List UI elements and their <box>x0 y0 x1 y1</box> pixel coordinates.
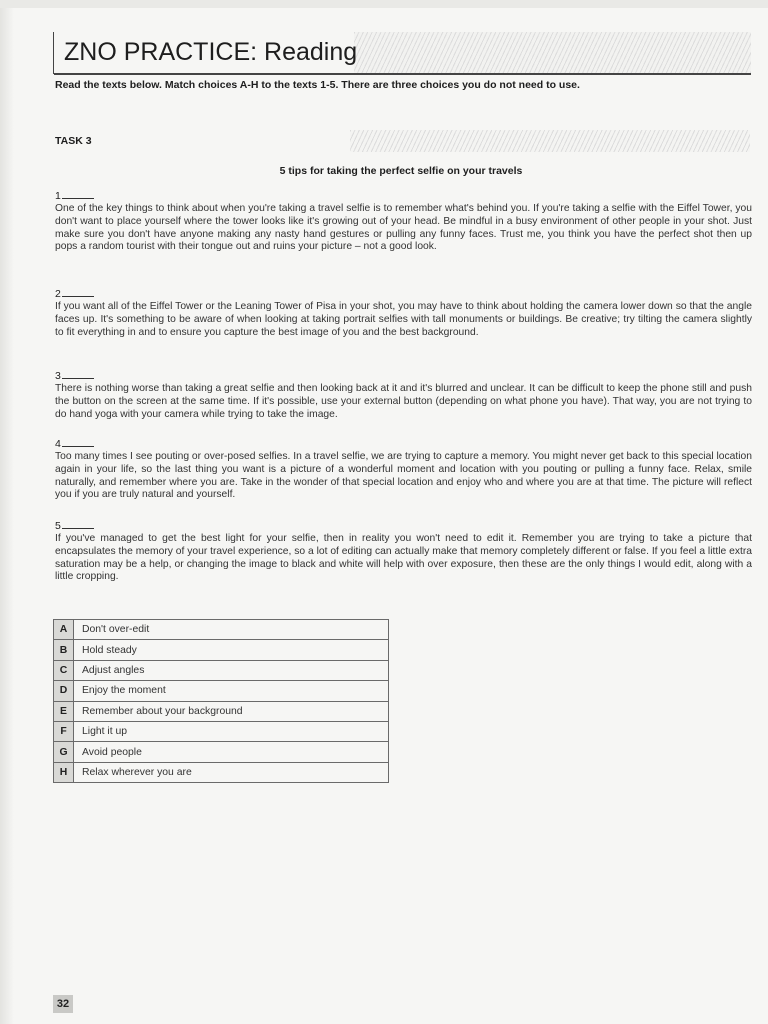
choice-text: Avoid people <box>74 742 389 762</box>
section-text: If you want all of the Eiffel Tower or the Leaning Tower of Pisa in your shot, you may have to think about holding the camera lower down so that the angle faces up. It's something to be aware of when looking at taking portrait selfies with tall monuments or buildings. Be creative; try tilting the camera slightly to fit everything in and to ensure you capture the best image of you and the best background. <box>55 301 752 338</box>
section-number: 4 <box>55 438 752 450</box>
section-text: One of the key things to think about when you're taking a travel selfie is to remember what's behind you. If you're taking a selfie with the Eiffel Tower, you don't want to place yourself where the tower looks like it's growing out of your head. Be mindful in a busy environment of other people in your shot. Just make sure you don't have anyone making any nasty hand gestures or pulling any funny faces. Trust me, you think you have the perfect shot then up pops a random tourist with their tongue out and ruins your picture – not a good look. <box>55 203 752 253</box>
task-hatch-decoration <box>350 130 750 152</box>
text-section-3 <box>55 370 752 421</box>
choice-row <box>54 640 389 660</box>
section-text: There is nothing worse than taking a great selfie and then looking back at it and it's blurred and unclear. It can be difficult to keep the phone still and push the button on the screen at the same time. If it's possible, use your external button (depending on what phone you have). That way, you are not trying to do hand yoga with your camera while trying to take the image. <box>55 383 752 420</box>
section-text: If you've managed to get the best light for your selfie, then in reality you won't need to edit it. Remember you are trying to take a picture that encapsulates the memory of your travel experience, so a lot of editing can actually make that memory completely different or false. If you feel a little extra saturation may be a help, or changing the image to black and white will help with over exposure, then these are the only things I would edit, along with a little cropping. <box>55 533 752 583</box>
answer-blank[interactable] <box>62 378 94 379</box>
page-title: ZNO PRACTICE: Reading <box>64 38 358 66</box>
section-number: 3 <box>55 370 752 382</box>
section-number: 1 <box>55 190 752 202</box>
choices-table <box>53 619 389 783</box>
answer-blank[interactable] <box>62 528 94 529</box>
choice-letter: D <box>54 681 74 701</box>
choice-text: Light it up <box>74 721 389 741</box>
section-text: Too many times I see pouting or over-posed selfies. In a travel selfie, we are trying to capture a memory. You might never get back to this special location again in your life, so the last thing you want is a picture of a wonderful moment and location with you pouting or pulling a funny face. Relax, smile naturally, and remember where you are. Take in the wonder of that special location and enjoy who and where you are at that time. The picture will reflect you if you are truly natural and yourself. <box>55 451 752 501</box>
choice-row <box>54 681 389 701</box>
task-label: TASK 3 <box>55 135 92 147</box>
choice-letter: E <box>54 701 74 721</box>
page-edge-shadow <box>0 0 14 1024</box>
article-title: 5 tips for taking the perfect selfie on your travels <box>279 165 523 177</box>
header-hatch-decoration <box>354 32 751 74</box>
page-top-edge <box>0 0 768 8</box>
choice-text: Relax wherever you are <box>74 762 389 782</box>
header-rule <box>54 73 751 75</box>
choice-letter: B <box>54 640 74 660</box>
text-section-4 <box>55 438 752 502</box>
section-number: 2 <box>55 288 752 300</box>
choice-letter: F <box>54 721 74 741</box>
answer-blank[interactable] <box>62 446 94 447</box>
choice-row <box>54 620 389 640</box>
choice-text: Enjoy the moment <box>74 681 389 701</box>
text-section-2 <box>55 288 752 339</box>
choice-letter: C <box>54 660 74 680</box>
answer-blank[interactable] <box>62 198 94 199</box>
page-number: 32 <box>53 995 73 1013</box>
choice-row <box>54 721 389 741</box>
text-section-1 <box>55 190 752 254</box>
choice-letter: A <box>54 620 74 640</box>
choice-row <box>54 742 389 762</box>
choice-letter: G <box>54 742 74 762</box>
choice-text: Hold steady <box>74 640 389 660</box>
choice-letter: H <box>54 762 74 782</box>
page-header <box>53 32 751 74</box>
instructions: Read the texts below. Match choices A-H to the texts 1-5. There are three choices you do not need to use. <box>55 79 580 91</box>
choice-row <box>54 701 389 721</box>
text-section-5 <box>55 520 752 584</box>
answer-blank[interactable] <box>62 296 94 297</box>
choice-text: Don't over-edit <box>74 620 389 640</box>
choice-text: Remember about your background <box>74 701 389 721</box>
section-number: 5 <box>55 520 752 532</box>
choice-row <box>54 660 389 680</box>
choice-row <box>54 762 389 782</box>
choice-text: Adjust angles <box>74 660 389 680</box>
